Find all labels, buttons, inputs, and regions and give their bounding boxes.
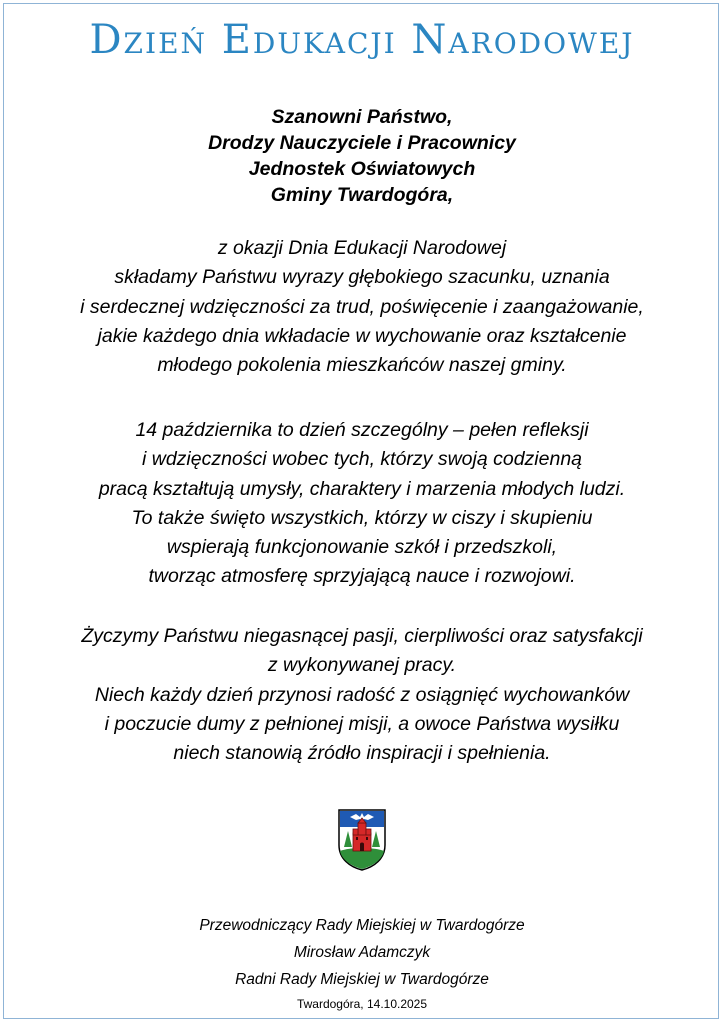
paragraph-line: wspierają funkcjonowanie szkół i przedszkoli, — [166, 536, 558, 559]
greeting-line: Szanowni Państwo, — [271, 106, 453, 128]
paragraph-line: To także święto wszystkich, którzy w ciszy i skupieniu — [131, 506, 593, 529]
paragraph-line: tworząc atmosferę sprzyjającą nauce i rozwojowi. — [148, 565, 576, 588]
paragraph-line: Niech każdy dzień przynosi radość z osiągnięć wychowanków — [94, 683, 630, 706]
paragraph-line: i serdecznej wdzięczności za trud, poświęcenie i zaangażowanie, — [80, 295, 644, 318]
paragraph-line: i poczucie dumy z pełnionej misji, a owoce Państwa wysiłku — [104, 712, 620, 735]
greeting-block — [4, 104, 720, 208]
paragraph-line: z okazji Dnia Edukacji Narodowej — [217, 237, 507, 259]
paragraph-line: pracą kształtują umysły, charaktery i marzenia młodych ludzi. — [98, 477, 626, 500]
signature-line: Mirosław Adamczyk — [293, 944, 431, 961]
paragraph-line: 14 października to dzień szczególny – pełen refleksji — [135, 419, 589, 441]
paragraph-line: Życzymy Państwu niegasnącej pasji, cierpliwości oraz satysfakcji — [81, 625, 643, 647]
signature-line: Radni Rady Miejskiej w Twardogórze — [235, 971, 489, 988]
place-date: Twardogóra, 14.10.2025 — [296, 997, 428, 1011]
greeting-line: Jednostek Oświatowych — [248, 158, 476, 180]
page-title: Dzień Edukacji Narodowej — [89, 17, 635, 63]
paragraph-line: składamy Państwu wyrazy głębokiego szacunku, uznania — [114, 266, 610, 289]
town-coat-of-arms-icon — [336, 807, 388, 871]
paragraph-1 — [4, 234, 720, 380]
signature-block — [4, 912, 720, 993]
paragraph-line: jakie każdego dnia wkładacie w wychowanie oraz kształcenie — [97, 324, 627, 347]
document-page — [3, 3, 719, 1019]
paragraph-line: i wdzięczności wobec tych, którzy swoją codzienną — [141, 448, 583, 471]
paragraph-line: niech stanowią źródło inspiracji i spełnienia. — [173, 742, 551, 765]
greeting-line: Gminy Twardogóra, — [270, 184, 454, 206]
greeting-line: Drodzy Nauczyciele i Pracownicy — [208, 132, 516, 154]
paragraph-line: z wykonywanej pracy. — [267, 654, 457, 677]
paragraph-3 — [4, 622, 720, 768]
paragraph-line: młodego pokolenia mieszkańców naszej gminy. — [157, 354, 567, 377]
signature-line: Przewodniczący Rady Miejskiej w Twardogórze — [199, 917, 525, 934]
paragraph-2 — [4, 416, 720, 592]
